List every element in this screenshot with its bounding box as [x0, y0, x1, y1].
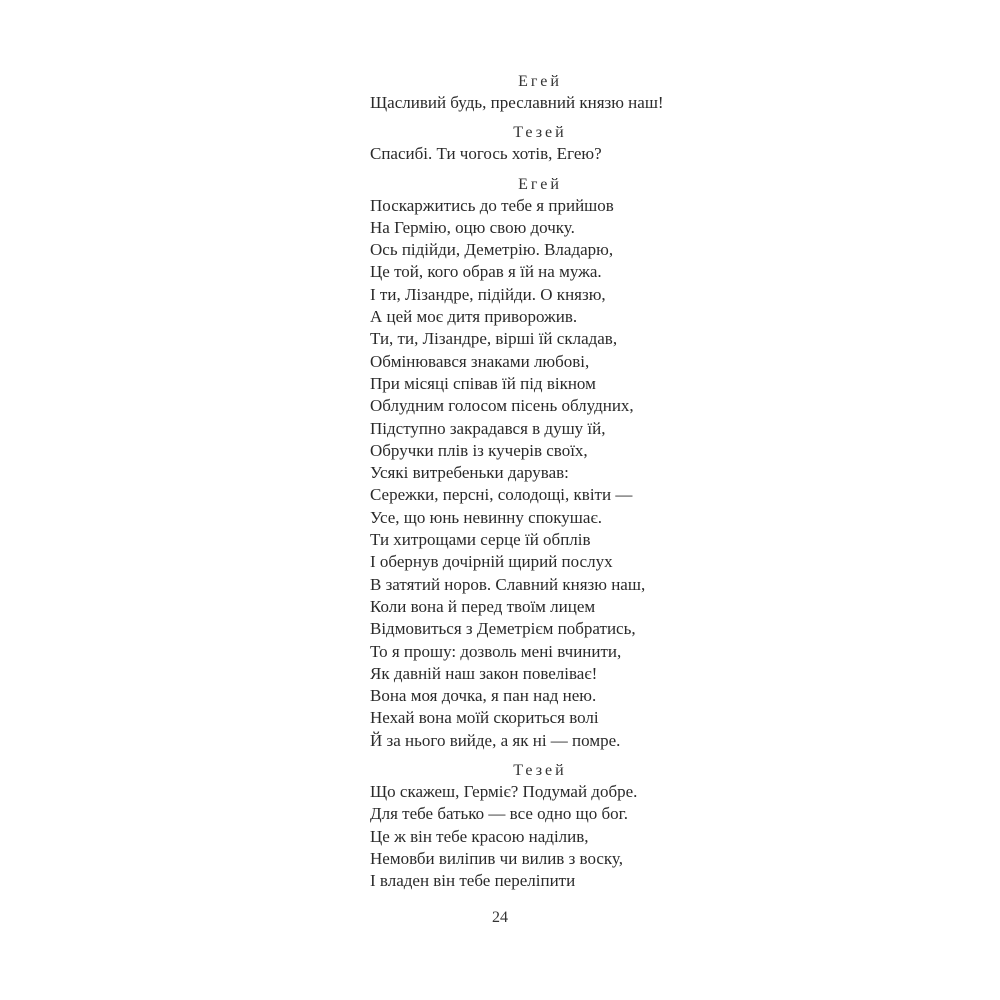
speech-egeus-1	[370, 72, 710, 114]
verse-line: І обернув дочірній щирий послух	[370, 552, 613, 572]
verse-line: На Гермію, оцю свою дочку.	[370, 217, 575, 237]
verse-line: Обручки плів із кучерів своїх,	[370, 440, 588, 460]
verse-line: То я прошу: дозволь мені вчинити,	[370, 641, 622, 661]
verse-line: Відмовиться з Деметрієм побратись,	[370, 619, 636, 639]
verse-line: Що скажеш, Герміє? Подумай добре.	[370, 782, 638, 802]
verse-line: Для тебе батько — все одно що бог.	[370, 804, 628, 824]
verse-line: Обмінювався знаками любові,	[370, 351, 590, 371]
verse-line: Це ж він тебе красою наділив,	[370, 826, 589, 846]
verse-line: При місяці співав їй під вікном	[370, 373, 596, 393]
speech-theseus-2	[370, 761, 710, 892]
verse-line: Сережки, персні, солодощі, квіти —	[370, 485, 633, 505]
verse-line: Підступно закрадався в душу їй,	[370, 418, 606, 438]
verse-line: Немовби виліпив чи вилив з воску,	[370, 848, 623, 868]
verse-line: Спасибі. Ти чогось хотів, Егею?	[370, 144, 602, 164]
speech-theseus-1	[370, 123, 710, 165]
verse-line: Облудним голосом пісень облудних,	[370, 396, 634, 416]
verse-line: Коли вона й перед твоїм лицем	[370, 596, 596, 616]
verse-line: Усякі витребеньки дарував:	[370, 463, 569, 483]
verse-line: І ти, Лізандре, підійди. О князю,	[370, 284, 606, 304]
verse-line: Щасливий будь, преславний князю наш!	[370, 93, 664, 112]
verse-line: Нехай вона моїй скориться волі	[370, 708, 599, 728]
verse-line: А цей моє дитя приворожив.	[370, 307, 578, 327]
verse-line: І владен він тебе переліпити	[370, 871, 576, 891]
verse-line: Ти хитрощами серце їй обплів	[370, 530, 591, 550]
speaker-name: Тезей	[513, 124, 567, 142]
verse-line: Й за нього вийде, а як ні — помре.	[370, 730, 621, 750]
speech-egeus-2	[370, 175, 710, 752]
play-text	[370, 72, 710, 902]
speaker-name: Егей	[518, 73, 562, 90]
verse-line: Як давній наш закон повеліває!	[370, 663, 598, 683]
verse-line: Ти, ти, Лізандре, вірші їй складав,	[370, 329, 618, 349]
verse-line: Поскаржитись до тебе я прийшов	[370, 195, 614, 215]
verse-line: Усе, що юнь невинну спокушає.	[370, 507, 602, 527]
speaker-name: Тезей	[513, 762, 567, 780]
verse-line: Вона моя дочка, я пан над нею.	[370, 686, 597, 706]
verse-line: В затятий норов. Славний князю наш,	[370, 574, 646, 594]
verse-line: Це той, кого обрав я їй на мужа.	[370, 262, 602, 282]
verse-line: Ось підійди, Деметрію. Владарю,	[370, 240, 614, 260]
speaker-name: Егей	[518, 175, 562, 193]
page-number: 24	[492, 909, 508, 926]
